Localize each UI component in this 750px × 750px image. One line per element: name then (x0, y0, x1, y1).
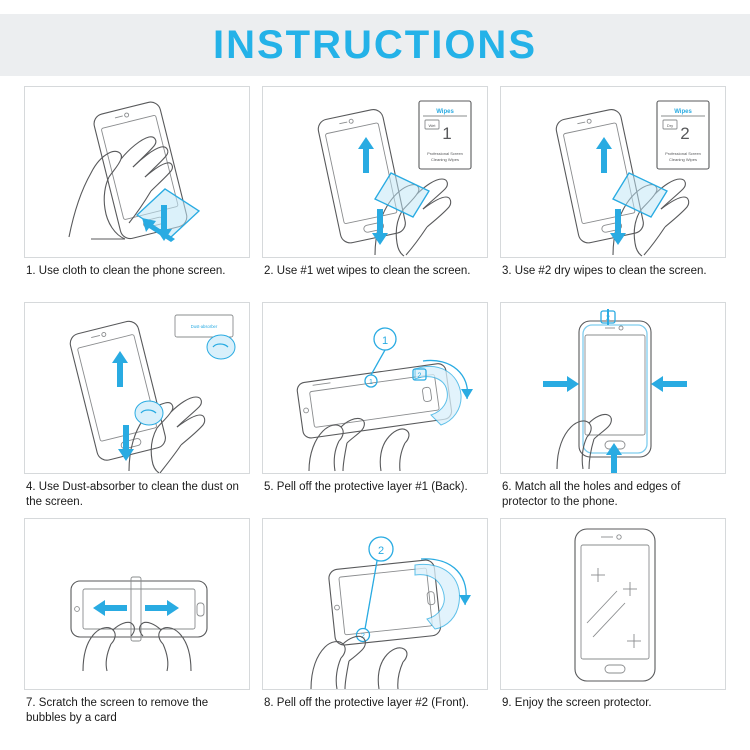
step-cell-2 (262, 86, 488, 296)
step-illustration-4 (24, 302, 250, 474)
step-caption-3: 3. Use #2 dry wipes to clean the screen. (502, 265, 707, 277)
svg-text:1: 1 (442, 124, 452, 143)
peel-back-layer-icon (263, 303, 488, 474)
steps-grid (24, 86, 726, 728)
step-cell-1 (24, 86, 250, 296)
step-illustration-5 (262, 302, 488, 474)
step-caption-6: 6. Match all the holes and edges of protector to the phone. (502, 481, 681, 509)
svg-text:1: 1 (369, 379, 373, 386)
step-illustration-3 (500, 86, 726, 258)
step-caption-1: 1. Use cloth to clean the phone screen. (26, 265, 226, 277)
step-illustration-7 (24, 518, 250, 690)
step-caption-2: 2. Use #1 wet wipes to clean the screen. (264, 265, 471, 277)
step-cell-5 (262, 302, 488, 512)
svg-text:Cleaning Wipes: Cleaning Wipes (430, 157, 460, 162)
svg-text:2: 2 (361, 633, 365, 640)
step-cell-4 (24, 302, 250, 512)
svg-text:Professional Screen: Professional Screen (665, 151, 701, 156)
svg-text:2: 2 (377, 545, 385, 557)
step-caption-4: 4. Use Dust-absorber to clean the dust on the screen. (26, 481, 239, 509)
svg-text:Wipes: Wipes (674, 109, 692, 115)
svg-text:Dry: Dry (666, 123, 674, 128)
svg-text:Cleaning Wipes: Cleaning Wipes (668, 157, 698, 162)
step-illustration-1 (24, 86, 250, 258)
page-title: INSTRUCTIONS (213, 22, 537, 67)
step-cell-9 (500, 518, 726, 728)
step-illustration-8 (262, 518, 488, 690)
svg-text:Dust-absorber: Dust-absorber (190, 324, 218, 329)
step-illustration-6 (500, 302, 726, 474)
step-illustration-9 (500, 518, 726, 690)
step-illustration-2 (262, 86, 488, 258)
step-cell-6 (500, 302, 726, 512)
svg-text:Professional Screen: Professional Screen (427, 151, 463, 156)
finished-phone-sparkle-icon (501, 519, 726, 690)
svg-text:1: 1 (381, 335, 389, 347)
svg-text:2: 2 (606, 315, 610, 322)
svg-text:2: 2 (417, 372, 422, 380)
step-caption-7: 7. Scratch the screen to remove the bubbles by a card (26, 697, 209, 725)
step-caption-5: 5. Pell off the protective layer #1 (Back). (264, 481, 468, 493)
peel-front-layer-icon (263, 519, 488, 690)
dust-absorber-sticker-icon (25, 303, 250, 474)
wet-wipe-packet-on-phone-icon (263, 87, 488, 258)
step-caption-8: 8. Pell off the protective layer #2 (Front). (264, 697, 469, 709)
svg-text:Wet: Wet (428, 123, 436, 128)
hand-with-cloth-on-phone-icon (25, 87, 250, 258)
dry-wipe-packet-on-phone-icon (501, 87, 726, 258)
step-cell-3 (500, 86, 726, 296)
svg-text:Wipes: Wipes (436, 109, 454, 115)
align-protector-arrows-icon (501, 303, 726, 474)
svg-text:2: 2 (680, 124, 690, 143)
header-banner (0, 14, 750, 76)
step-cell-8 (262, 518, 488, 728)
card-squeegee-bubbles-icon (25, 519, 250, 690)
step-caption-9: 9. Enjoy the screen protector. (502, 697, 652, 709)
step-cell-7 (24, 518, 250, 728)
